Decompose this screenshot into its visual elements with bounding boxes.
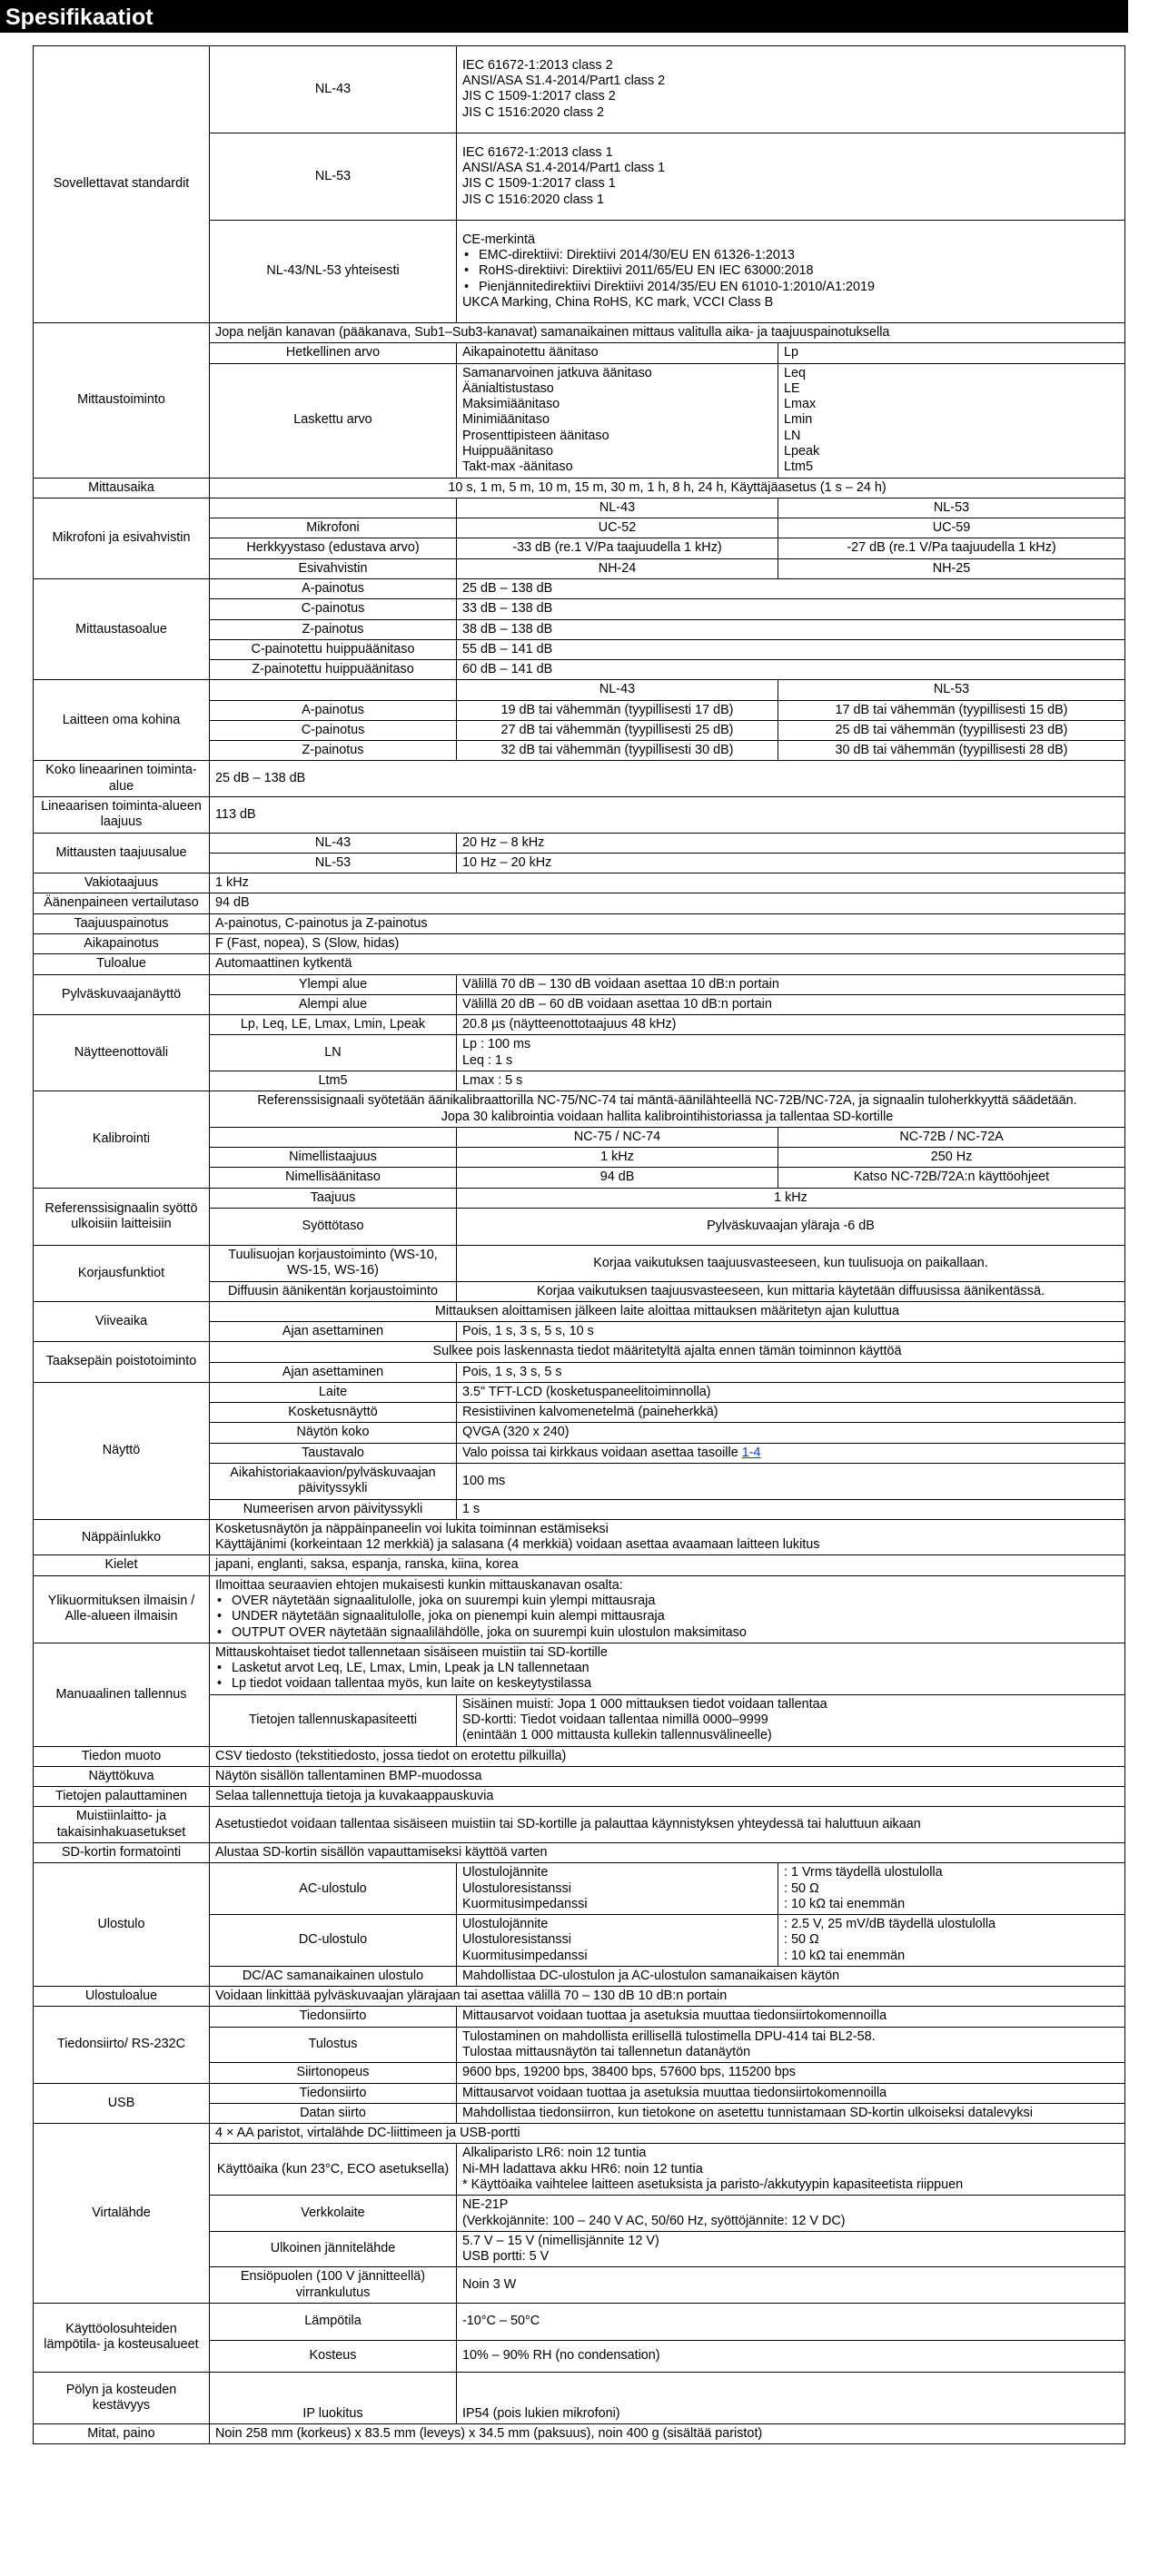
- row-label: Mikrofoni ja esivahvistin: [34, 498, 210, 578]
- row-label: Näytteenottoväli: [34, 1015, 210, 1091]
- sub-label: Laite: [210, 1382, 457, 1402]
- cell-value: 250 Hz: [778, 1148, 1125, 1168]
- cell-value: Pylväskuvaajan yläraja -6 dB: [457, 1208, 1125, 1245]
- cell-value: 19 dB tai vähemmän (tyypillisesti 17 dB): [457, 700, 778, 720]
- sub-label: Käyttöaika (kun 23°C, ECO asetuksella): [210, 2144, 457, 2196]
- sub-label: Ulkoinen jännitelähde: [210, 2231, 457, 2267]
- row-label: Tuloalue: [34, 954, 210, 974]
- table-row: [34, 1807, 1125, 1843]
- cell-value: Sulkee pois laskennasta tiedot määritetyltä ajalta ennen tämän toiminnon käyttöä: [210, 1342, 1125, 1362]
- cell-value: Resistiivinen kalvomenetelmä (paineherkkä): [457, 1403, 1125, 1423]
- col-header: NL-53: [778, 680, 1125, 700]
- cell-value: Jopa neljän kanavan (pääkanava, Sub1–Sub3-kanavat) samanaikainen mittaus valitulla aika- ja taajuuspainotuksella: [210, 323, 1125, 343]
- cell-value: Välillä 20 dB – 60 dB voidaan asettaa 10 dB:n portain: [457, 994, 1125, 1014]
- cell-value: IP54 (pois lukien mikrofoni): [457, 2372, 1125, 2423]
- sub-label: IP luokitus: [210, 2372, 457, 2423]
- sub-label: Taajuus: [210, 1188, 457, 1208]
- sub-label: Esivahvistin: [210, 558, 457, 578]
- sub-label: Tietojen tallennuskapasiteetti: [210, 1694, 457, 1746]
- sub-label: Z-painotettu huippuäänitaso: [210, 660, 457, 680]
- cell-value: 1 kHz: [457, 1148, 778, 1168]
- table-row: [34, 974, 1125, 994]
- cell-value: Lmax : 5 s: [457, 1071, 1125, 1091]
- row-label: Pölyn ja kosteuden kestävyys: [34, 2372, 210, 2423]
- cell-value: Automaattinen kytkentä: [210, 954, 1125, 974]
- sub-label: DC/AC samanaikainen ulostulo: [210, 1966, 457, 1986]
- cell-symbol: Lp: [778, 343, 1125, 363]
- table-row: [34, 893, 1125, 913]
- cell-value: UC-52: [457, 518, 778, 538]
- row-label: Muistiinlaitto- ja takaisinhakuasetukset: [34, 1807, 210, 1843]
- table-row: [34, 2124, 1125, 2144]
- cell-value: 113 dB: [210, 797, 1125, 834]
- cell-value: Mahdollistaa DC-ulostulon ja AC-ulostulon samanaikaisen käytön: [457, 1966, 1125, 1986]
- row-label: Ulostuloalue: [34, 1987, 210, 2007]
- table-row: [34, 1245, 1125, 1281]
- spec-table: [33, 45, 1125, 2444]
- table-row: [34, 1987, 1125, 2007]
- row-label: SD-kortin formatointi: [34, 1842, 210, 1862]
- row-label: Mittausten taajuusalue: [34, 833, 210, 873]
- cell-value: Korjaa vaikutuksen taajuusvasteeseen, kun tuulisuoja on paikallaan.: [457, 1245, 1125, 1281]
- sub-label: Syöttötaso: [210, 1208, 457, 1245]
- table-row: [34, 46, 1125, 133]
- empty-cell: [210, 1127, 457, 1147]
- table-row: [34, 478, 1125, 498]
- row-label: Koko lineaarinen toiminta-alue: [34, 761, 210, 797]
- cell-value: NE-21P (Verkkojännite: 100 – 240 V AC, 50/60 Hz, syöttöjännite: 12 V DC): [457, 2196, 1125, 2232]
- cell-value: 27 dB tai vähemmän (tyypillisesti 25 dB): [457, 720, 778, 740]
- cell-value: 1 s: [457, 1499, 1125, 1519]
- cell-value: 94 dB: [457, 1168, 778, 1188]
- cell-value: : 2.5 V, 25 mV/dB täydellä ulostulolla : 50 Ω : 10 kΩ tai enemmän: [778, 1915, 1125, 1967]
- sub-label: C-painotus: [210, 720, 457, 740]
- row-label: USB: [34, 2083, 210, 2124]
- backlight-levels-link[interactable]: 1-4: [741, 1445, 761, 1460]
- sub-label: NL-53: [210, 133, 457, 220]
- empty-cell: [210, 498, 457, 518]
- table-row: [34, 578, 1125, 598]
- cell-value: Voidaan linkittää pylväskuvaajan ylärajaan tai asettaa välillä 70 – 130 dB 10 dB:n portain: [210, 1987, 1125, 2007]
- table-row: [34, 1575, 1125, 1643]
- cell-value: 1 kHz: [210, 873, 1125, 893]
- sub-label: Nimellisäänitaso: [210, 1168, 457, 1188]
- table-row: [34, 1091, 1125, 1128]
- row-label: Viiveaika: [34, 1301, 210, 1342]
- table-row: [34, 954, 1125, 974]
- row-label: Kielet: [34, 1555, 210, 1575]
- cell-value: 20.8 µs (näytteenottotaajuus 48 kHz): [457, 1015, 1125, 1035]
- row-label: Sovellettavat standardit: [34, 46, 210, 323]
- row-label: Tiedonsiirto/ RS-232C: [34, 2007, 210, 2083]
- cell-value: 100 ms: [457, 1464, 1125, 1500]
- table-row: [34, 1519, 1125, 1555]
- cell-value: NH-24: [457, 558, 778, 578]
- sub-label: Ensiöpuolen (100 V jännitteellä) virrankulutus: [210, 2267, 457, 2304]
- sub-label: Alempi alue: [210, 994, 457, 1014]
- col-header: NC-75 / NC-74: [457, 1127, 778, 1147]
- cell-value: Noin 3 W: [457, 2267, 1125, 2304]
- page-title: Spesifikaatiot: [0, 0, 1128, 33]
- row-label: Tiedon muoto: [34, 1746, 210, 1766]
- sub-label: C-painotettu huippuäänitaso: [210, 639, 457, 659]
- sub-label: DC-ulostulo: [210, 1915, 457, 1967]
- cell-value: Kosketusnäytön ja näppäinpaneelin voi lukita toiminnan estämiseksi Käyttäjänimi (korkeintaan 12 merkkiä) ja salasana (4 merkkiä) voidaan asettaa avaamaan laitteen lukitus: [210, 1519, 1125, 1555]
- table-row: [34, 873, 1125, 893]
- cell-value: CSV tiedosto (tekstitiedosto, jossa tiedot on erotettu pilkuilla): [210, 1746, 1125, 1766]
- cell-value: IEC 61672-1:2013 class 1 ANSI/ASA S1.4-2014/Part1 class 1 JIS C 1509-1:2017 class 1 JIS C 1516:2020 class 1: [457, 133, 1125, 220]
- table-row: [34, 1643, 1125, 1694]
- sub-label: NL-43: [210, 46, 457, 133]
- cell-value: QVGA (320 x 240): [457, 1423, 1125, 1443]
- sub-label: Z-painotus: [210, 741, 457, 761]
- sub-label: Lämpötila: [210, 2303, 457, 2340]
- row-label: Taajuuspainotus: [34, 913, 210, 933]
- cell-value: : 1 Vrms täydellä ulostulolla : 50 Ω : 10 kΩ tai enemmän: [778, 1863, 1125, 1915]
- row-label: Vakiotaajuus: [34, 873, 210, 893]
- row-label: Kalibrointi: [34, 1091, 210, 1188]
- table-row: [34, 833, 1125, 853]
- sub-label: Hetkellinen arvo: [210, 343, 457, 363]
- cell-value: Alkaliparisto LR6: noin 12 tuntia Ni-MH ladattava akku HR6: noin 12 tuntia * Käyttöaika vaihtelee laitteen asetuksista ja paristo-/akkutyypin kapasiteetista riippuen: [457, 2144, 1125, 2196]
- cell-value: 10 Hz – 20 kHz: [457, 853, 1125, 873]
- sub-label: Taustavalo: [210, 1443, 457, 1463]
- cell-value: -10°C – 50°C: [457, 2303, 1125, 2340]
- cell-value: Katso NC-72B/72A:n käyttöohjeet: [778, 1168, 1125, 1188]
- table-row: [34, 2007, 1125, 2027]
- cell-value: 55 dB – 141 dB: [457, 639, 1125, 659]
- sub-label: NL-43/NL-53 yhteisesti: [210, 220, 457, 322]
- cell-value: Mittauskohtaiset tiedot tallennetaan sisäiseen muistiin tai SD-kortille • Lasketut arvot Leq, LE, Lmax, Lmin, Lpeak ja LN tallennetaan • Lp tiedot voidaan tallentaa myös, kun laite on keskeytystilassa: [210, 1643, 1125, 1694]
- row-label: Ylikuormituksen ilmaisin / Alle-alueen ilmaisin: [34, 1575, 210, 1643]
- row-label: Virtalähde: [34, 2124, 210, 2304]
- cell-value: UC-59: [778, 518, 1125, 538]
- sub-label: Ltm5: [210, 1071, 457, 1091]
- cell-value: IEC 61672-1:2013 class 2 ANSI/ASA S1.4-2014/Part1 class 2 JIS C 1509-1:2017 class 2 JIS C 1516:2020 class 2: [457, 46, 1125, 133]
- sub-label: AC-ulostulo: [210, 1863, 457, 1915]
- row-label: Lineaarisen toiminta-alueen laajuus: [34, 797, 210, 834]
- cell-value: 10% – 90% RH (no condensation): [457, 2340, 1125, 2372]
- cell-value: Aikapainotettu äänitaso: [457, 343, 778, 363]
- cell-value: Näytön sisällön tallentaminen BMP-muodossa: [210, 1766, 1125, 1786]
- sub-label: C-painotus: [210, 599, 457, 619]
- cell-value: Ilmoittaa seuraavien ehtojen mukaisesti kunkin mittauskanavan osalta: • OVER näytetään signaalitulolle, joka on suurempi kuin ylempi mittausraja • UNDER näytetään signaalitulolle, joka on pienempi kuin alempi mittausraja • OUTPUT OVER näytetään signaalilähdölle, joka on suurempi kuin ulostulon maksimitaso: [210, 1575, 1125, 1643]
- cell-value: 1 kHz: [457, 1188, 1125, 1208]
- sub-label: Ajan asettaminen: [210, 1362, 457, 1382]
- cell-value: Pois, 1 s, 3 s, 5 s, 10 s: [457, 1322, 1125, 1342]
- cell-value: Lp : 100 ms Leq : 1 s: [457, 1035, 1125, 1071]
- sub-label: A-painotus: [210, 578, 457, 598]
- row-label: Näppäinlukko: [34, 1519, 210, 1555]
- cell-value: Korjaa vaikutuksen taajuusvasteeseen, kun mittaria käytetään diffuusissa äänikentässä.: [457, 1281, 1125, 1301]
- row-label: Taaksepäin poistotoiminto: [34, 1342, 210, 1383]
- row-label: Referenssisignaalin syöttö ulkoisiin laitteisiin: [34, 1188, 210, 1245]
- row-label: Aikapainotus: [34, 934, 210, 954]
- sub-label: Tiedonsiirto: [210, 2083, 457, 2103]
- sub-label: A-painotus: [210, 700, 457, 720]
- cell-value: F (Fast, nopea), S (Slow, hidas): [210, 934, 1125, 954]
- cell-value: Selaa tallennettuja tietoja ja kuvakaappauskuvia: [210, 1787, 1125, 1807]
- table-row: [34, 680, 1125, 700]
- cell-value: Samanarvoinen jatkuva äänitaso Äänialtistustaso Maksimiäänitaso Minimiäänitaso Prosenttipisteen äänitaso Huippuäänitaso Takt-max -äänitaso: [457, 363, 778, 478]
- sub-label: Ajan asettaminen: [210, 1322, 457, 1342]
- table-row: [34, 1382, 1125, 1402]
- sub-label: Näytön koko: [210, 1423, 457, 1443]
- cell-value: Alustaa SD-kortin sisällön vapauttamiseksi käyttöä varten: [210, 1842, 1125, 1862]
- cell-value: 4 × AA paristot, virtalähde DC-liittimeen ja USB-portti: [210, 2124, 1125, 2144]
- cell-value: 10 s, 1 m, 5 m, 10 m, 15 m, 30 m, 1 h, 8 h, 24 h, Käyttäjäasetus (1 s – 24 h): [210, 478, 1125, 498]
- cell-value: Asetustiedot voidaan tallentaa sisäiseen muistiin tai SD-kortille ja palauttaa käynnistyksen yhteydessä tai haluttuun aikaan: [210, 1807, 1125, 1843]
- cell-value: Mittauksen aloittamisen jälkeen laite aloittaa mittauksen määritetyn ajan kuluttua: [210, 1301, 1125, 1321]
- empty-cell: [210, 680, 457, 700]
- cell-value: Ulostulojännite Ulostuloresistanssi Kuormitusimpedanssi: [457, 1863, 778, 1915]
- sub-label: Datan siirto: [210, 2103, 457, 2123]
- sub-label: Herkkyystaso (edustava arvo): [210, 538, 457, 558]
- row-label: Näyttökuva: [34, 1766, 210, 1786]
- table-row: [34, 913, 1125, 933]
- row-label: Korjausfunktiot: [34, 1245, 210, 1301]
- sub-label: Mikrofoni: [210, 518, 457, 538]
- cell-value: 25 dB – 138 dB: [457, 578, 1125, 598]
- cell-value: 20 Hz – 8 kHz: [457, 833, 1125, 853]
- table-row: [34, 1342, 1125, 1362]
- cell-value: Mittausarvot voidaan tuottaa ja asetuksia muuttaa tiedonsiirtokomennoilla: [457, 2083, 1125, 2103]
- cell-value: Tulostaminen on mahdollista erillisellä tulostimella DPU-414 tai BL2-58. Tulostaa mittausnäytön tai tallennetun datanäytön: [457, 2027, 1125, 2063]
- cell-value: 3.5" TFT-LCD (kosketuspaneelitoiminnolla): [457, 1382, 1125, 1402]
- cell-value: Mahdollistaa tiedonsiirron, kun tietokone on asetettu tunnistamaan SD-kortin ulkoiseksi datalevyksi: [457, 2103, 1125, 2123]
- cell-value: Välillä 70 dB – 130 dB voidaan asettaa 10 dB:n portain: [457, 974, 1125, 994]
- table-row: [34, 1766, 1125, 1786]
- cell-value: CE-merkintä • EMC-direktiivi: Direktiivi 2014/30/EU EN 61326-1:2013 • RoHS-direktiivi: Direktiivi 2011/65/EU EN IEC 63000:2018 • Pienjännitedirektiivi Direktiivi 2014/35/EU EN 61010-1:2010/A1:2019 UKCA Marking, China RoHS, KC mark, VCCI Class B: [457, 220, 1125, 322]
- cell-value: 17 dB tai vähemmän (tyypillisesti 15 dB): [778, 700, 1125, 720]
- col-header: NL-43: [457, 680, 778, 700]
- sub-label: NL-53: [210, 853, 457, 873]
- sub-label: Laskettu arvo: [210, 363, 457, 478]
- sub-label: NL-43: [210, 833, 457, 853]
- row-label: Mitat, paino: [34, 2423, 210, 2443]
- col-header: NL-43: [457, 498, 778, 518]
- sub-label: Kosteus: [210, 2340, 457, 2372]
- cell-value: 60 dB – 141 dB: [457, 660, 1125, 680]
- sub-label: Aikahistoriakaavion/pylväskuvaajan päivityssykli: [210, 1464, 457, 1500]
- cell-value: japani, englanti, saksa, espanja, ranska, kiina, korea: [210, 1555, 1125, 1575]
- cell-value: Ulostulojännite Ulostuloresistanssi Kuormitusimpedanssi: [457, 1915, 778, 1967]
- sub-label: Diffuusin äänikentän korjaustoiminto: [210, 1281, 457, 1301]
- cell-value: 25 dB tai vähemmän (tyypillisesti 23 dB): [778, 720, 1125, 740]
- row-label: Pylväskuvaajanäyttö: [34, 974, 210, 1015]
- table-row: [34, 934, 1125, 954]
- row-label: Tietojen palauttaminen: [34, 1787, 210, 1807]
- cell-value: -33 dB (re.1 V/Pa taajuudella 1 kHz): [457, 538, 778, 558]
- table-row: [34, 1015, 1125, 1035]
- row-label: Näyttö: [34, 1382, 210, 1519]
- row-label: Laitteen oma kohina: [34, 680, 210, 761]
- sub-label: Ylempi alue: [210, 974, 457, 994]
- sub-label: Verkkolaite: [210, 2196, 457, 2232]
- cell-value: A-painotus, C-painotus ja Z-painotus: [210, 913, 1125, 933]
- table-row: [34, 1746, 1125, 1766]
- cell-value: Mittausarvot voidaan tuottaa ja asetuksia muuttaa tiedonsiirtokomennoilla: [457, 2007, 1125, 2027]
- table-row: [34, 498, 1125, 518]
- row-label: Ulostulo: [34, 1863, 210, 1987]
- table-row: [34, 1863, 1125, 1915]
- table-row: [34, 797, 1125, 834]
- sub-label: Tulostus: [210, 2027, 457, 2063]
- row-label: Mittausaika: [34, 478, 210, 498]
- sub-label: Z-painotus: [210, 619, 457, 639]
- cell-value: 33 dB – 138 dB: [457, 599, 1125, 619]
- cell-value: -27 dB (re.1 V/Pa taajuudella 1 kHz): [778, 538, 1125, 558]
- row-label: Mittaustasoalue: [34, 578, 210, 679]
- cell-value: 32 dB tai vähemmän (tyypillisesti 30 dB): [457, 741, 778, 761]
- col-header: NL-53: [778, 498, 1125, 518]
- table-row: [34, 1787, 1125, 1807]
- cell-value: Valo poissa tai kirkkaus voidaan asettaa tasoille 1-4: [457, 1443, 1125, 1463]
- row-label: Äänenpaineen vertailutaso: [34, 893, 210, 913]
- cell-value: Noin 258 mm (korkeus) x 83.5 mm (leveys) x 34.5 mm (paksuus), noin 400 g (sisältää paristot): [210, 2423, 1125, 2443]
- table-row: [34, 2423, 1125, 2443]
- table-row: [34, 2372, 1125, 2423]
- sub-label: Nimellistaajuus: [210, 1148, 457, 1168]
- cell-symbol: Leq LE Lmax Lmin LN Lpeak Ltm5: [778, 363, 1125, 478]
- row-label: Käyttöolosuhteiden lämpötila- ja kosteusalueet: [34, 2303, 210, 2372]
- sub-label: Siirtonopeus: [210, 2063, 457, 2083]
- cell-value: 38 dB – 138 dB: [457, 619, 1125, 639]
- sub-label: LN: [210, 1035, 457, 1071]
- table-row: [34, 1555, 1125, 1575]
- cell-value: Sisäinen muisti: Jopa 1 000 mittauksen tiedot voidaan tallentaa SD-kortti: Tiedot voidaan tallentaa nimillä 0000–9999 (enintään 1 000 mittausta kullekin tallennusvälineelle): [457, 1694, 1125, 1746]
- cell-value: 30 dB tai vähemmän (tyypillisesti 28 dB): [778, 741, 1125, 761]
- sub-label: Numeerisen arvon päivityssykli: [210, 1499, 457, 1519]
- cell-value: 5.7 V – 15 V (nimellisjännite 12 V) USB portti: 5 V: [457, 2231, 1125, 2267]
- cell-value: 94 dB: [210, 893, 1125, 913]
- sub-label: Tiedonsiirto: [210, 2007, 457, 2027]
- sub-label: Kosketusnäyttö: [210, 1403, 457, 1423]
- sub-label: Tuulisuojan korjaustoiminto (WS-10, WS-15, WS-16): [210, 1245, 457, 1281]
- cell-value: Pois, 1 s, 3 s, 5 s: [457, 1362, 1125, 1382]
- table-row: [34, 761, 1125, 797]
- cell-value: 9600 bps, 19200 bps, 38400 bps, 57600 bps, 115200 bps: [457, 2063, 1125, 2083]
- table-row: [34, 1301, 1125, 1321]
- table-row: [34, 1188, 1125, 1208]
- table-row: [34, 1842, 1125, 1862]
- table-row: [34, 2303, 1125, 2340]
- sub-label: Lp, Leq, LE, Lmax, Lmin, Lpeak: [210, 1015, 457, 1035]
- row-label: Manuaalinen tallennus: [34, 1643, 210, 1746]
- table-row: [34, 2083, 1125, 2103]
- cell-value: NH-25: [778, 558, 1125, 578]
- col-header: NC-72B / NC-72A: [778, 1127, 1125, 1147]
- row-label: Mittaustoiminto: [34, 323, 210, 479]
- table-row: [34, 323, 1125, 343]
- cell-value: Referenssisignaali syötetään äänikalibraattorilla NC-75/NC-74 tai mäntä-äänilähteellä NC-72B/NC-72A, ja signaalin tuloherkkyyttä säädetään. Jopa 30 kalibrointia voidaan hallita kalibrointihistoriassa ja tallentaa SD-kortille: [210, 1091, 1125, 1128]
- cell-value: 25 dB – 138 dB: [210, 761, 1125, 797]
